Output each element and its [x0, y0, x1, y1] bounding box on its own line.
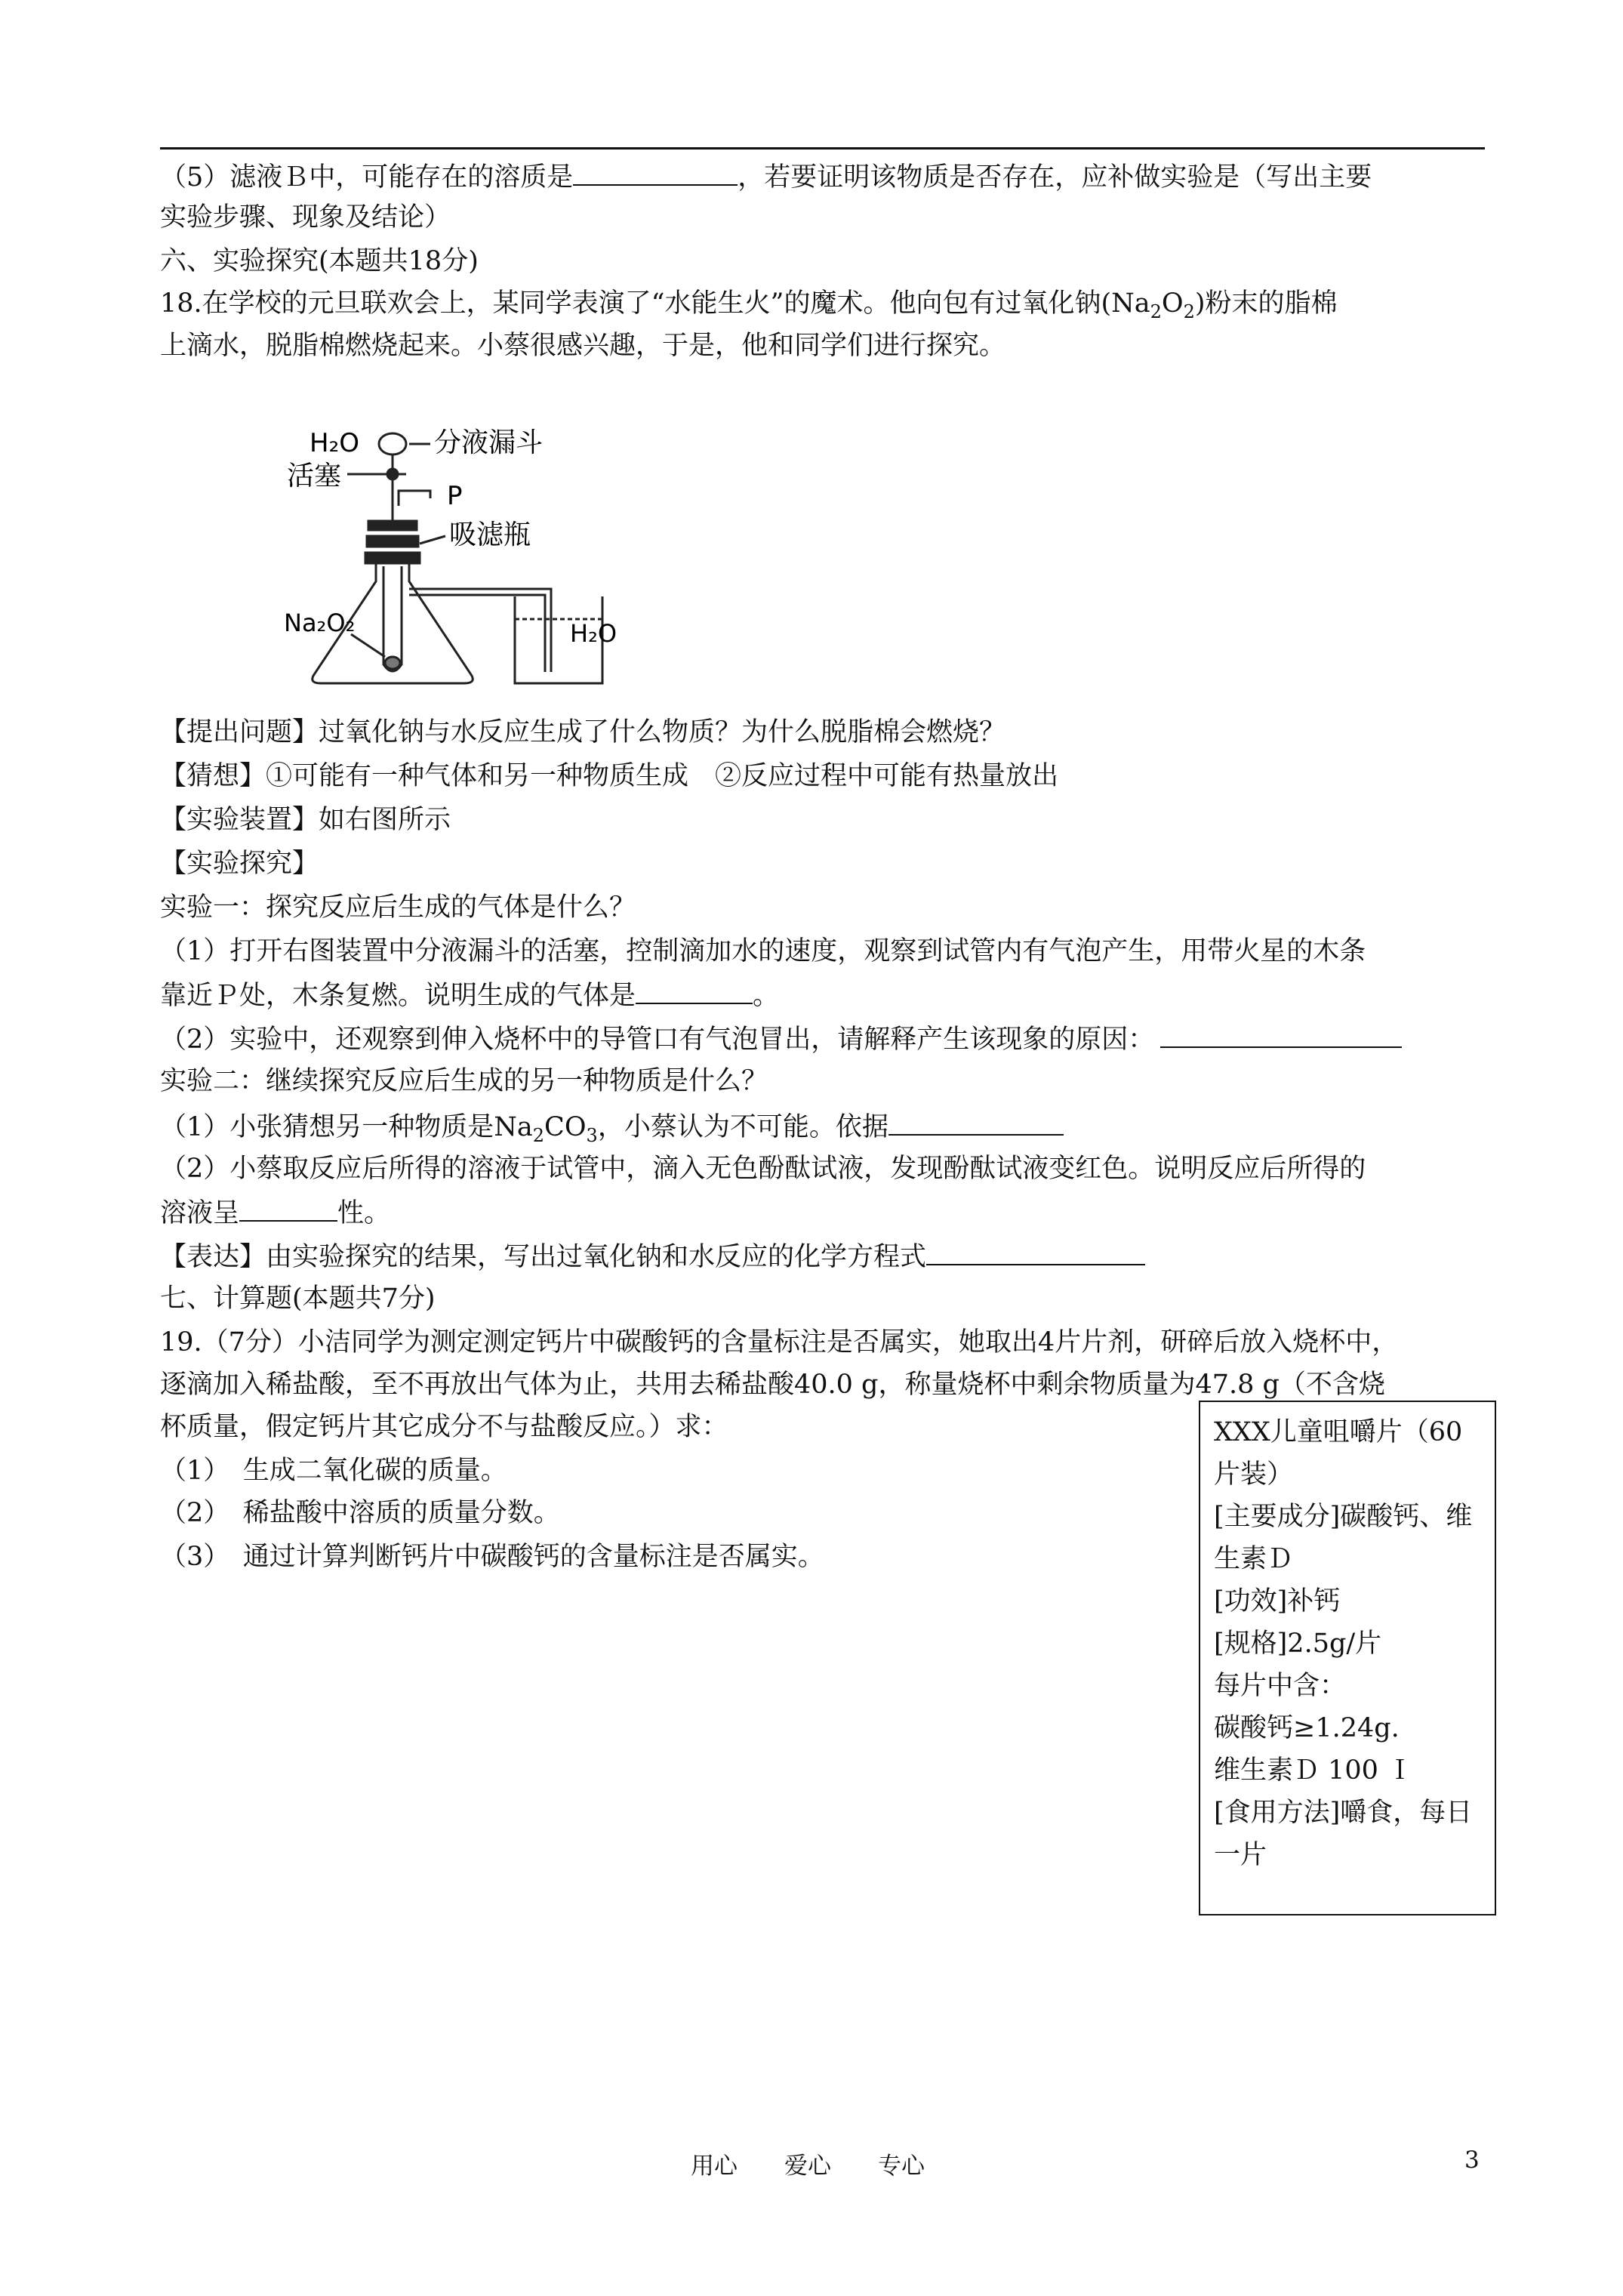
- q19-sub3: （3） 通过计算判断钙片中碳酸钙的含量标注是否属实。: [160, 1542, 824, 1572]
- label-line: [食用方法]嚼食，每日一片: [1214, 1798, 1473, 1870]
- h2o-beaker-label: H₂O: [570, 619, 617, 648]
- exp2-q2-line1: （2）小蔡取反应后所得的溶液于试管中，滴入无色酚酞试液，发现酚酞试液变红色。说明反应后所得的: [160, 1154, 1366, 1184]
- apparatus-line: 【实验装置】如右图所示: [160, 805, 451, 835]
- label-line: 维生素Ｄ 100 Ｉ: [1214, 1755, 1414, 1786]
- q18-line1: 18.在学校的元旦联欢会上，某同学表演了“水能生火”的魔术。他向包有过氧化钠$(Na_2O_2)$粉末的脂棉: [160, 288, 1338, 322]
- funnel-bulb: [379, 433, 406, 455]
- section6-title: 六、实验探究(本题共18分): [160, 246, 479, 276]
- guess: 【猜想】①可能有一种气体和另一种物质生成 ②反应过程中可能有热量放出: [160, 761, 1059, 791]
- q19-line1: 19.（7分）小洁同学为测定测定钙片中碳酸钙的含量标注是否属实，她取出4片片剂，研碎后放入烧杯中，: [160, 1327, 1399, 1358]
- label-line: [主要成分]碳酸钙、维生素Ｄ: [1214, 1502, 1473, 1574]
- answer-blank[interactable]: [573, 159, 738, 186]
- ask-question: 【提出问题】过氧化钠与水反应生成了什么物质？为什么脱脂棉会燃烧？: [160, 717, 1006, 747]
- na2o2-powder: [385, 657, 400, 669]
- q17-part5-line2: 实验步骤、现象及结论）: [160, 202, 451, 233]
- delivery-tube-inner: [409, 595, 545, 672]
- answer-blank[interactable]: [239, 1194, 337, 1222]
- header-rule: [160, 147, 1485, 149]
- label-line: [功效]补钙: [1214, 1586, 1341, 1616]
- product-label-box: [1199, 1401, 1496, 1915]
- label-line: XXX儿童咀嚼片（60片装）: [1214, 1417, 1463, 1490]
- funnel-label: 分液漏斗: [434, 427, 544, 458]
- answer-blank[interactable]: [926, 1238, 1145, 1265]
- exp2-q2-line2: 溶液呈 性。: [160, 1194, 390, 1230]
- na2o2-pointer: [351, 634, 385, 657]
- side-tube: [399, 491, 430, 506]
- stopper-2: [367, 536, 418, 547]
- stopper-1: [368, 521, 417, 530]
- na2o2-label: Na₂O₂: [284, 609, 356, 637]
- stopcock-label: 活塞: [287, 461, 342, 492]
- express: 【表达】由实验探究的结果，写出过氧化钠和水反应的化学方程式: [160, 1238, 1145, 1274]
- exp1-q1-line1: （1）打开右图装置中分液漏斗的活塞，控制滴加水的速度，观察到试管内有气泡产生，用带火星的木条: [160, 936, 1366, 966]
- q19-line3: 杯质量，假定钙片其它成分不与盐酸反应。）求：: [160, 1412, 728, 1442]
- exp1-title: 实验一：探究反应后生成的气体是什么？: [160, 892, 636, 923]
- label-line: [规格]2.5g/片: [1214, 1629, 1382, 1659]
- exp2-title: 实验二：继续探究反应后生成的另一种物质是什么？: [160, 1066, 768, 1096]
- q17-part5-line1: （5）滤液Ｂ中，可能存在的溶质是 ，若要证明该物质是否存在，应补做实验是（写出主要: [160, 159, 1372, 194]
- footer-motto: 用心 爱心 专心: [691, 2153, 925, 2180]
- page-number: 3: [1464, 2147, 1480, 2174]
- q19-line2: 逐滴加入稀盐酸，至不再放出气体为止，共用去稀盐酸40.0 g，称量烧杯中剩余物质量为47.8 g（不含烧: [160, 1370, 1385, 1400]
- q19-sub1: （1） 生成二氧化碳的质量。: [160, 1456, 507, 1486]
- p-label: P: [447, 481, 463, 511]
- label-line: 碳酸钙≥1.24g.: [1214, 1713, 1400, 1743]
- stopper-3: [365, 553, 420, 563]
- answer-blank[interactable]: [1160, 1021, 1402, 1048]
- exp2-q1: （1）小张猜想另一种物质是$Na_2CO_3$，小蔡认为不可能。依据: [160, 1108, 1064, 1144]
- label-line: 每片中含：: [1214, 1671, 1347, 1701]
- q18-line2: 上滴水，脱脂棉燃烧起来。小蔡很感兴趣，于是，他和同学们进行探究。: [160, 331, 1006, 361]
- answer-blank[interactable]: [636, 977, 753, 1004]
- flask-leader: [420, 536, 445, 544]
- flask-label: 吸滤瓶: [449, 519, 531, 550]
- test-tube: [383, 566, 402, 671]
- h2o-top-label: H₂O: [310, 428, 359, 458]
- exp1-q2: （2）实验中，还观察到伸入烧杯中的导管口有气泡冒出，请解释产生该现象的原因：: [160, 1021, 1402, 1056]
- section7-title: 七、计算题(本题共7分): [160, 1284, 436, 1314]
- explore-heading: 【实验探究】: [160, 849, 319, 879]
- exp1-q1-line2: 靠近Ｐ处，木条复燃。说明生成的气体是 。: [160, 977, 779, 1012]
- q19-sub2: （2） 稀盐酸中溶质的质量分数。: [160, 1498, 560, 1528]
- delivery-tube: [409, 589, 551, 672]
- apparatus-diagram: [279, 415, 642, 702]
- answer-blank[interactable]: [888, 1108, 1064, 1136]
